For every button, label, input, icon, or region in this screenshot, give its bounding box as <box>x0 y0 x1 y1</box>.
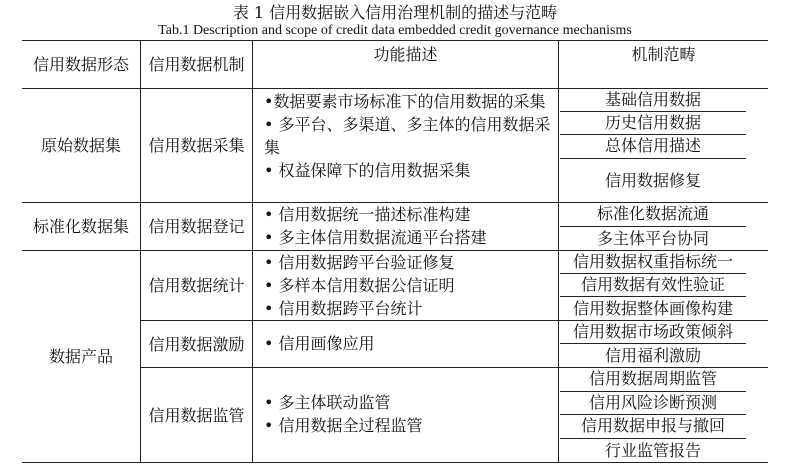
row4-functions <box>258 332 558 355</box>
function-item: • 信用数据跨平台验证修复 <box>264 253 455 272</box>
scope-item: 信用风险诊断预测 <box>588 393 717 412</box>
function-item: • 多样本信用数据公信证明 <box>264 276 455 295</box>
function-item: • 信用画像应用 <box>264 334 375 353</box>
row4-mechanism: 信用数据激励 <box>148 334 245 354</box>
row1-form: 原始数据集 <box>40 136 121 155</box>
scope-item: 标准化数据流通 <box>596 204 709 223</box>
col-rule-2 <box>252 40 253 462</box>
function-item: • 信用数据统一描述标准构建 <box>264 205 471 224</box>
scope-item: 信用数据申报与撤回 <box>580 416 725 435</box>
row3-functions <box>258 251 558 320</box>
col-rule-3 <box>558 40 559 462</box>
bottom-rule <box>22 462 768 463</box>
row1-functions <box>258 90 558 182</box>
table-caption-cn: 表 1 信用数据嵌入信用治理机制的描述与范畴 <box>232 3 558 22</box>
function-item: • 信用数据跨平台统计 <box>264 299 423 318</box>
row5-mechanism: 信用数据监管 <box>148 405 245 425</box>
table-caption-en: Tab.1 Description and scope of credit data embedded credit governance mechanisms <box>158 23 632 38</box>
function-item: • 多主体信用数据流通平台搭建 <box>264 228 487 247</box>
row2-form: 标准化数据集 <box>32 217 129 236</box>
row5-functions <box>258 391 558 437</box>
header-form: 信用数据形态 <box>32 55 129 74</box>
scope-item: 行业监管报告 <box>604 440 701 460</box>
scope-item: 基础信用数据 <box>604 90 701 109</box>
scope-item: 信用数据市场政策倾斜 <box>572 322 733 341</box>
scope-item: 总体信用描述 <box>604 136 701 155</box>
function-item: • 信用数据全过程监管 <box>264 416 423 435</box>
header-function: 功能描述 <box>373 45 438 64</box>
function-item: • 多平台、多渠道、多主体的信用数据采集 <box>264 115 551 157</box>
row1-mechanism: 信用数据采集 <box>148 136 245 155</box>
function-item: •数据要素市场标准下的信用数据的采集 <box>264 92 546 111</box>
header-mechanism: 信用数据机制 <box>148 55 245 74</box>
scope-item: 信用福利激励 <box>604 345 701 365</box>
scope-item: 信用数据整体画像构建 <box>572 298 733 318</box>
scope-item: 信用数据修复 <box>604 170 701 190</box>
function-item: • 多主体联动监管 <box>264 393 391 412</box>
scope-item: 信用数据有效性验证 <box>580 275 725 294</box>
function-item: • 权益保障下的信用数据采集 <box>264 161 471 180</box>
row3-mechanism: 信用数据统计 <box>148 276 245 295</box>
scope-item: 多主体平台协同 <box>596 228 709 248</box>
scope-item: 信用数据权重指标统一 <box>572 252 733 271</box>
scope-item: 历史信用数据 <box>604 113 701 132</box>
row2-functions <box>258 203 558 249</box>
row3-form: 数据产品 <box>48 347 113 366</box>
scope-item: 信用数据周期监管 <box>588 369 717 388</box>
row2-mechanism: 信用数据登记 <box>148 217 245 236</box>
header-scope: 机制范畴 <box>631 45 696 64</box>
